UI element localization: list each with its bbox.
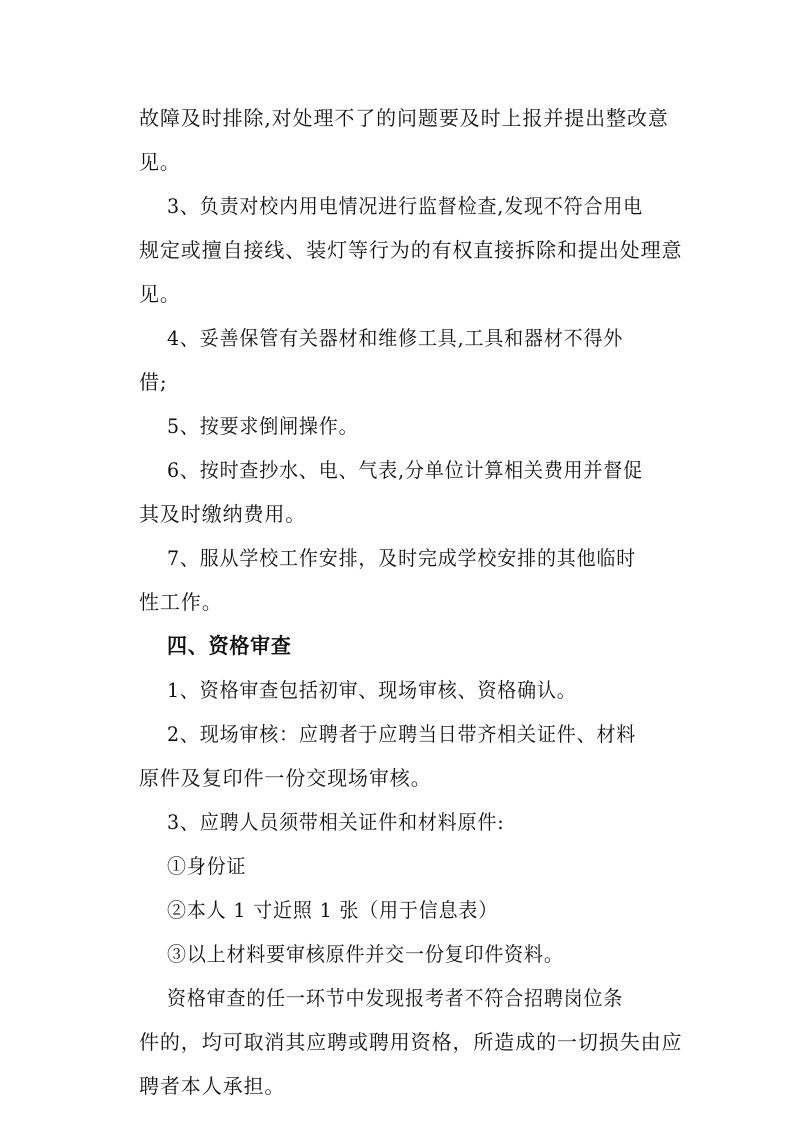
body-text-line: 件的，均可取消其应聘或聘用资格，所造成的一切损失由应	[139, 1030, 683, 1054]
list-item-5-line: 5、按要求倒闸操作。	[167, 414, 359, 438]
body-text-line: 聘者本人承担。	[139, 1074, 286, 1098]
body-text-line: 故障及时排除,对处理不了的问题要及时上报并提出整改意	[139, 106, 669, 130]
body-text-line: 其及时缴纳费用。	[139, 502, 307, 526]
list-item-4-line: 4、妥善保管有关器材和维修工具,工具和器材不得外	[167, 326, 624, 350]
list-item-3-line: 3、负责对校内用电情况进行监督检查,发现不符合用电	[167, 194, 644, 218]
body-text-line: 见。	[139, 282, 181, 306]
list-item-7-line: 7、服从学校工作安排，及时完成学校安排的其他临时	[167, 546, 637, 570]
list-item-6-line: 6、按时查抄水、电、气表,分单位计算相关费用并督促	[167, 458, 644, 482]
body-text-line: 见。	[139, 150, 181, 174]
document-item-photo: ②本人 1 寸近照 1 张（用于信息表）	[167, 898, 499, 922]
document-item-copies: ③以上材料要审核原件并交一份复印件资料。	[167, 942, 564, 966]
body-text-line: 原件及复印件一份交现场审核。	[139, 766, 432, 790]
body-text-line: 借;	[139, 370, 168, 394]
body-text-line: 资格审查的任一环节中发现报考者不符合招聘岗位条	[167, 986, 624, 1010]
section-heading: 四、资格审查	[167, 634, 292, 658]
document-item-id-card: ①身份证	[167, 854, 247, 878]
qualification-item-3-line: 3、应聘人员须带相关证件和材料原件:	[167, 810, 505, 834]
qualification-item-1-line: 1、资格审查包括初审、现场审核、资格确认。	[167, 678, 577, 702]
qualification-item-2-line: 2、现场审核：应聘者于应聘当日带齐相关证件、材料	[167, 722, 637, 746]
body-text-line: 性工作。	[139, 590, 223, 614]
body-text-line: 规定或擅自接线、装灯等行为的有权直接拆除和提出处理意	[139, 238, 683, 262]
